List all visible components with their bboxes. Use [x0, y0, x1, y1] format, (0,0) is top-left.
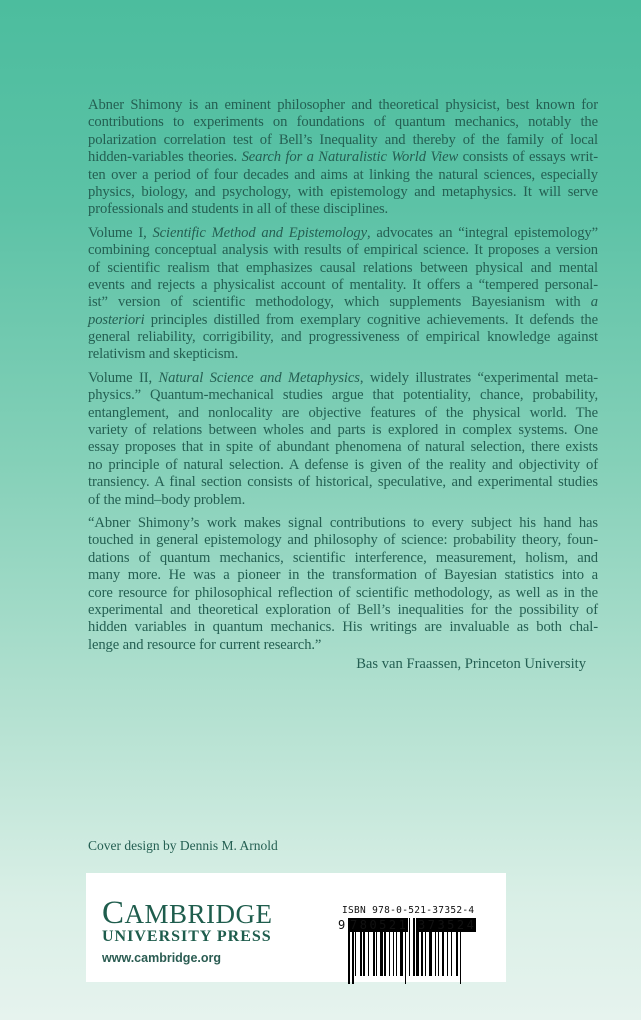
text-line	[88, 515, 598, 532]
text-segment: , widely illustrates “experimental meta-	[359, 369, 598, 386]
publisher-barcode-panel	[86, 873, 506, 982]
barcode-digits-left: 780521	[350, 918, 409, 932]
text-line	[88, 277, 598, 294]
text-segment: lenge and resource for current research.”	[88, 636, 322, 653]
text-segment: combining conceptual analysis with results of empirical science. It proposes a version	[88, 242, 598, 259]
review-quote	[88, 515, 598, 654]
text-line	[88, 184, 598, 201]
text-segment: many more. He was a pioneer in the transformation of Bayesian statistics into a	[88, 567, 598, 584]
text-segment: no principle of natural selection. A defense is given of the reality and objectivity of	[88, 456, 598, 473]
italic-title: Scientific Method and Epistemology	[152, 224, 368, 241]
text-segment: Abner Shimony is an eminent philosopher and theoretical physicist, best known for	[88, 97, 598, 113]
text-line	[88, 585, 598, 602]
quote-attribution: Bas van Fraassen, Princeton University	[356, 656, 586, 673]
italic-title: Search for a Naturalistic World View	[241, 149, 459, 166]
barcode-digit-first: 9	[338, 918, 346, 932]
text-line	[88, 242, 598, 259]
text-segment: variety of relations between wholes and parts is explored in complex systems. One	[88, 422, 598, 439]
description-paragraph	[88, 97, 598, 219]
text-segment: events and rejects a physicalist account of mentality. It offers a “tempered personal-	[88, 276, 598, 293]
text-segment: ten over a period of four decades and aims at linking the natural sciences, especially	[88, 166, 598, 183]
text-line	[88, 260, 598, 277]
text-line	[88, 225, 598, 242]
cover-design-credit: Cover design by Dennis M. Arnold	[88, 838, 278, 853]
text-segment: “Abner Shimony’s work makes signal contributions to every subject his hand has	[88, 514, 598, 531]
text-segment: of the mind–body problem.	[88, 491, 246, 508]
italic-title: posteriori	[88, 311, 145, 328]
text-line	[88, 439, 598, 456]
text-segment: entanglement, and nonlocality are objective features of the physical world. The	[88, 404, 598, 421]
text-segment: of scientific realism that emphasizes causal relations between physical and mental	[88, 259, 598, 276]
text-line	[88, 312, 598, 329]
text-line	[88, 637, 598, 654]
text-segment: dations of quantum mechanics, scientific interference, measurement, holism, and	[88, 549, 598, 566]
text-line	[88, 201, 598, 218]
text-segment: physics, biology, and psychology, with epistemology and metaphysics. It will serve	[88, 183, 598, 200]
text-line	[88, 167, 598, 184]
text-line	[88, 602, 598, 619]
back-cover-blurb	[88, 97, 598, 674]
text-line	[88, 329, 598, 346]
text-line	[88, 532, 598, 549]
text-segment: relativism and skepticism.	[88, 346, 239, 363]
text-segment: consists of essays writ-	[458, 149, 598, 166]
text-segment: physics.” Quantum-mechanical studies argue that potentiality, chance, probability,	[88, 387, 598, 404]
barcode-bars	[338, 918, 492, 976]
text-segment: contributions to experiments on foundations of quantum mechanics, notably the	[88, 114, 598, 131]
text-segment: general reliability, corrigibility, and progressiveness of empirical knowledge against	[88, 329, 598, 346]
text-segment: Volume II,	[88, 369, 159, 386]
isbn-barcode	[338, 905, 492, 976]
text-line	[88, 567, 598, 584]
publisher-subtitle: UNIVERSITY PRESS	[102, 928, 272, 945]
text-line	[88, 422, 598, 439]
text-line	[88, 114, 598, 131]
isbn-label: ISBN 978-0-521-37352-4	[342, 905, 475, 916]
text-segment: Volume I,	[88, 224, 153, 241]
publisher-name: CAMBRIDGE	[102, 895, 273, 931]
text-segment: transiency. A final section consists of historical, speculative, and experimental studies	[88, 474, 598, 491]
text-line	[88, 132, 598, 149]
text-line	[88, 346, 598, 363]
text-segment: hidden variables in quantum mechanics. His writings are invaluable as both chal-	[88, 619, 598, 636]
barcode-bar	[409, 918, 410, 976]
description-paragraph	[88, 370, 598, 509]
text-line	[88, 387, 598, 404]
text-line	[88, 97, 598, 114]
italic-title: Natural Science and Metaphysics	[158, 369, 360, 386]
text-segment: polarization correlation test of Bell’s Inequality and thereby of the family of local	[88, 131, 598, 148]
text-line	[88, 619, 598, 636]
description-paragraph	[88, 225, 598, 364]
text-segment: professionals and students in all of these disciplines.	[88, 201, 389, 218]
text-segment: core resource for philosophical reflection of scientific methodology, as well as in the	[88, 584, 598, 601]
text-segment: , advocates an “integral epistemology”	[367, 224, 598, 241]
text-segment: principles distilled from exemplary cognitive achievements. It defends the	[144, 311, 598, 328]
text-segment: touched in general epistemology and philosophy of science: probability theory, foun-	[88, 532, 598, 549]
text-line	[88, 405, 598, 422]
text-line	[88, 550, 598, 567]
publisher-website: www.cambridge.org	[102, 951, 222, 965]
text-line	[88, 457, 598, 474]
text-segment: hidden-variables theories.	[88, 149, 242, 166]
barcode-digits-right: 373524	[418, 918, 477, 932]
barcode-bar	[413, 918, 415, 976]
text-line	[88, 474, 598, 491]
text-segment: ist” version of scientific methodology, which supplements Bayesianism with	[88, 294, 591, 311]
text-line	[88, 149, 598, 166]
text-line	[88, 370, 598, 387]
text-segment: essay proposes that in spite of abundant phenomena of natural selection, there exists	[88, 439, 598, 456]
italic-title: a	[590, 294, 598, 311]
cambridge-logo	[102, 895, 273, 965]
text-line	[88, 294, 598, 311]
text-segment: experimental and theoretical exploration of Bell’s inequalities for the possibility of	[88, 601, 598, 618]
text-line	[88, 492, 598, 509]
